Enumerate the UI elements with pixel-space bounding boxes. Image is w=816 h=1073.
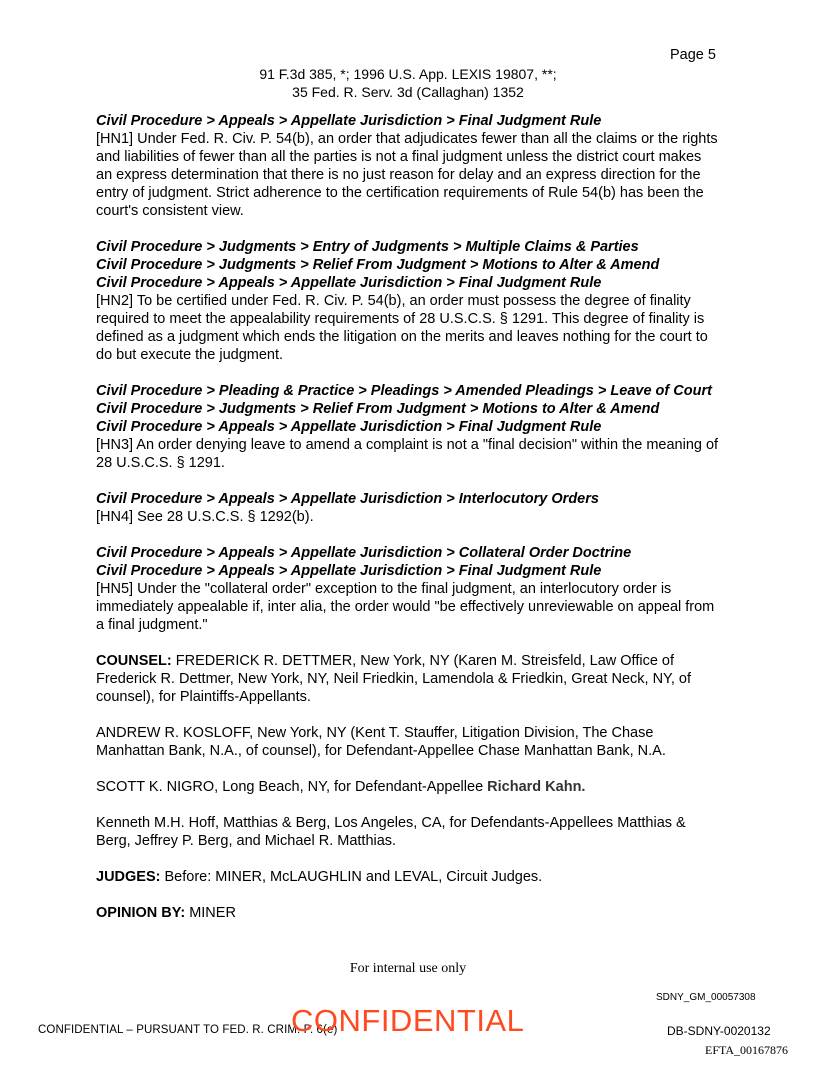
headnote-text: [HN4] See 28 U.S.C.S. § 1292(b). xyxy=(96,509,314,525)
counsel-paragraph-3 xyxy=(96,778,721,796)
opinion-by-text: MINER xyxy=(189,905,236,921)
page-number: Page 5 xyxy=(670,47,716,63)
headnote-topic: Civil Procedure > Appeals > Appellate Jurisdiction > Collateral Order Doctrine xyxy=(96,545,632,561)
counsel-party-name: Richard Kahn. xyxy=(487,779,586,795)
headnote-topic: Civil Procedure > Pleading & Practice > Pleadings > Amended Pleadings > Leave of Court xyxy=(96,383,712,399)
judges-label: JUDGES: xyxy=(96,869,161,885)
headnote-2 xyxy=(96,238,721,364)
efta-bates-number: EFTA_00167876 xyxy=(705,1043,789,1057)
counsel-text: SCOTT K. NIGRO, Long Beach, NY, for Defendant-Appellee xyxy=(96,779,484,795)
headnote-topic: Civil Procedure > Appeals > Appellate Jurisdiction > Final Judgment Rule xyxy=(96,275,602,291)
opinion-by-label: OPINION BY: xyxy=(96,905,186,921)
counsel-label: COUNSEL: xyxy=(96,653,172,669)
counsel-paragraph-1 xyxy=(96,652,721,706)
headnote-text: [HN5] Under the "collateral order" exception to the final judgment, an interlocutory order is immediately appealable if, inter alia, the order would "be effectively unreviewable on appeal from a final judgment." xyxy=(96,581,715,633)
counsel-text: FREDERICK R. DETTMER, New York, NY (Karen M. Streisfeld, Law Office of Frederick R. Dettmer, New York, NY, Neil Friedkin, Lamendola & Friedkin, Great Neck, NY, of counsel), for Plaintiffs-Appellants. xyxy=(96,653,692,705)
confidential-notice: CONFIDENTIAL – PURSUANT TO FED. R. CRIM. P. 6(e) xyxy=(38,1024,338,1036)
citation-line-2: 35 Fed. R. Serv. 3d (Callaghan) 1352 xyxy=(292,83,524,100)
internal-use-notice: For internal use only xyxy=(349,961,467,976)
headnote-topic: Civil Procedure > Appeals > Appellate Jurisdiction > Final Judgment Rule xyxy=(96,563,602,579)
db-bates-number: DB-SDNY-0020132 xyxy=(667,1024,771,1038)
counsel-paragraph-4: Kenneth M.H. Hoff, Matthias & Berg, Los Angeles, CA, for Defendants-Appellees Matthias & Berg, Jeffrey P. Berg, and Michael R. Matthias. xyxy=(96,815,686,849)
counsel-paragraph-2: ANDREW R. KOSLOFF, New York, NY (Kent T. Stauffer, Litigation Division, The Chase Manhattan Bank, N.A., of counsel), for Defendant-Appellee Chase Manhattan Bank, N.A. xyxy=(96,725,666,759)
sdny-gm-bates-number: SDNY_GM_00057308 xyxy=(656,992,756,1003)
headnote-3 xyxy=(96,382,721,472)
citation-line-1: 91 F.3d 385, *; 1996 U.S. App. LEXIS 19807, **; xyxy=(259,66,557,82)
headnote-5 xyxy=(96,544,721,634)
headnote-text: [HN2] To be certified under Fed. R. Civ. P. 54(b), an order must possess the degree of finality required to meet the appealability requirements of 28 U.S.C.S. § 1291. This degree of finality is defined as a judgment which ends the litigation on the merits and leaves nothing for the court to do but execute the judgment. xyxy=(96,293,708,363)
document-body xyxy=(96,112,721,940)
headnote-topic: Civil Procedure > Appeals > Appellate Jurisdiction > Final Judgment Rule xyxy=(96,419,602,435)
headnote-text: [HN3] An order denying leave to amend a complaint is not a "final decision" within the meaning of 28 U.S.C.S. § 1291. xyxy=(96,437,719,471)
case-citation xyxy=(0,66,816,101)
judges-text: Before: MINER, McLAUGHLIN and LEVAL, Circuit Judges. xyxy=(164,869,543,885)
judges-paragraph xyxy=(96,868,721,886)
opinion-by-paragraph xyxy=(96,904,721,922)
headnote-topic: Civil Procedure > Judgments > Entry of Judgments > Multiple Claims & Parties xyxy=(96,239,639,255)
headnote-text: [HN1] Under Fed. R. Civ. P. 54(b), an order that adjudicates fewer than all the claims or the rights and liabilities of fewer than all the parties is not a final judgment unless the district court makes an express determination that there is no just reason for delay and an express direction for the entry of judgment. Strict adherence to the certification requirements of Rule 54(b) has been the court's consistent view. xyxy=(96,131,718,219)
headnote-topic: Civil Procedure > Judgments > Relief From Judgment > Motions to Alter & Amend xyxy=(96,257,660,273)
headnote-topic: Civil Procedure > Appeals > Appellate Jurisdiction > Interlocutory Orders xyxy=(96,491,599,507)
headnote-topic: Civil Procedure > Judgments > Relief From Judgment > Motions to Alter & Amend xyxy=(96,401,660,417)
headnote-topic: Civil Procedure > Appeals > Appellate Jurisdiction > Final Judgment Rule xyxy=(96,113,602,129)
confidential-stamp: CONFIDENTIAL xyxy=(291,1003,525,1038)
headnote-1 xyxy=(96,112,721,220)
headnote-4 xyxy=(96,490,721,526)
